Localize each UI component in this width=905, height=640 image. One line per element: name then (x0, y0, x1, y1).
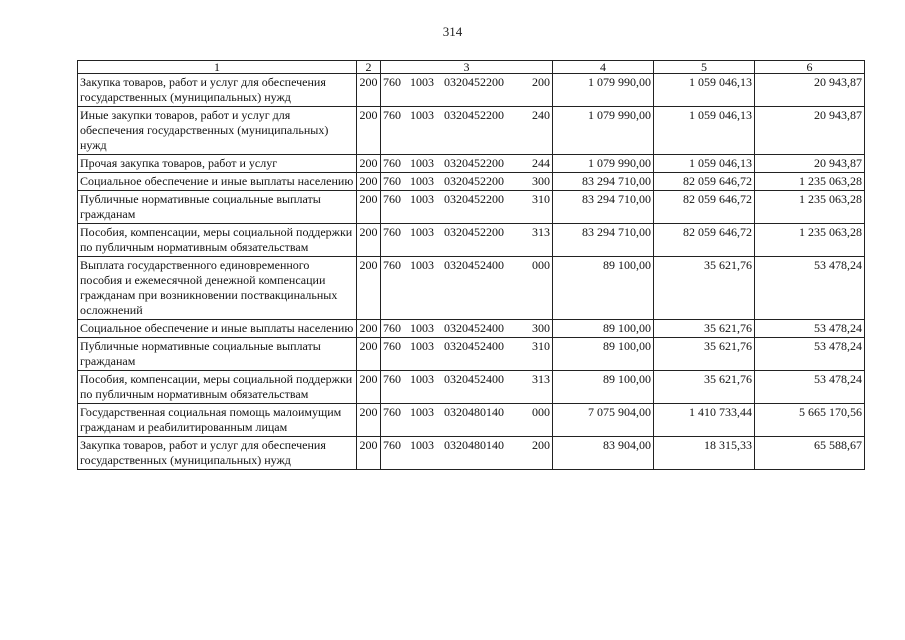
row-executed: 1 059 046,13 (654, 107, 755, 155)
row-unexecuted: 20 943,87 (755, 107, 865, 155)
row-code (381, 257, 553, 320)
row-code (381, 173, 553, 191)
row-executed: 35 621,76 (654, 371, 755, 404)
row-col2: 200 (357, 74, 381, 107)
row-approved: 1 079 990,00 (553, 155, 654, 173)
code-target: 0320452400 (444, 372, 504, 386)
row-code (381, 107, 553, 155)
row-approved: 83 904,00 (553, 437, 654, 470)
row-col2: 200 (357, 257, 381, 320)
code-section: 1003 (410, 339, 434, 353)
row-name: Государственная социальная помощь малоимущим гражданам и реабилитированным лицам (78, 404, 357, 437)
row-col2: 200 (357, 437, 381, 470)
code-section: 1003 (410, 225, 434, 239)
code-target: 0320452200 (444, 192, 504, 206)
page-number: 314 (442, 24, 463, 39)
row-code (381, 338, 553, 371)
row-approved: 1 079 990,00 (553, 107, 654, 155)
row-approved: 83 294 710,00 (553, 224, 654, 257)
row-col2: 200 (357, 320, 381, 338)
header-col-5: 5 (654, 61, 755, 74)
row-code (381, 404, 553, 437)
code-type: 300 (532, 321, 550, 335)
row-executed: 35 621,76 (654, 320, 755, 338)
row-code (381, 371, 553, 404)
code-type: 313 (532, 225, 550, 239)
row-unexecuted: 1 235 063,28 (755, 173, 865, 191)
row-approved: 83 294 710,00 (553, 191, 654, 224)
code-admin: 760 (383, 156, 401, 170)
row-unexecuted: 1 235 063,28 (755, 191, 865, 224)
row-code (381, 191, 553, 224)
row-unexecuted: 20 943,87 (755, 74, 865, 107)
row-approved: 89 100,00 (553, 371, 654, 404)
table-row (78, 371, 865, 404)
row-code (381, 224, 553, 257)
row-unexecuted: 53 478,24 (755, 338, 865, 371)
header-col-2: 2 (357, 61, 381, 74)
row-unexecuted: 53 478,24 (755, 320, 865, 338)
row-approved: 89 100,00 (553, 257, 654, 320)
row-col2: 200 (357, 338, 381, 371)
header-col-3: 3 (381, 61, 553, 74)
row-unexecuted: 65 588,67 (755, 437, 865, 470)
table-row (78, 155, 865, 173)
row-col2: 200 (357, 173, 381, 191)
code-admin: 760 (383, 321, 401, 335)
table-row (78, 107, 865, 155)
code-target: 0320452400 (444, 339, 504, 353)
code-target: 0320452400 (444, 258, 504, 272)
code-section: 1003 (410, 321, 434, 335)
row-unexecuted: 20 943,87 (755, 155, 865, 173)
code-admin: 760 (383, 225, 401, 239)
table-row (78, 320, 865, 338)
row-approved: 1 079 990,00 (553, 74, 654, 107)
code-target: 0320452400 (444, 321, 504, 335)
row-name: Закупка товаров, работ и услуг для обеспечения государственных (муниципальных) нужд (78, 74, 357, 107)
code-type: 200 (532, 438, 550, 452)
row-name: Публичные нормативные социальные выплаты гражданам (78, 338, 357, 371)
row-name: Выплата государственного единовременного пособия и ежемесячной денежной компенсации гражданам при возникновении поствакцинальных осложнений (78, 257, 357, 320)
code-admin: 760 (383, 258, 401, 272)
row-unexecuted: 5 665 170,56 (755, 404, 865, 437)
row-code (381, 74, 553, 107)
code-section: 1003 (410, 156, 434, 170)
row-col2: 200 (357, 155, 381, 173)
row-unexecuted: 53 478,24 (755, 371, 865, 404)
row-executed: 82 059 646,72 (654, 191, 755, 224)
table-row (78, 257, 865, 320)
code-target: 0320452200 (444, 174, 504, 188)
budget-table (77, 60, 865, 470)
table-row (78, 437, 865, 470)
code-section: 1003 (410, 174, 434, 188)
row-unexecuted: 1 235 063,28 (755, 224, 865, 257)
row-executed: 1 059 046,13 (654, 74, 755, 107)
row-col2: 200 (357, 107, 381, 155)
table-row (78, 338, 865, 371)
row-executed: 35 621,76 (654, 257, 755, 320)
code-type: 000 (532, 258, 550, 272)
row-name: Иные закупки товаров, работ и услуг для обеспечения государственных (муниципальных) нужд (78, 107, 357, 155)
code-admin: 760 (383, 174, 401, 188)
header-col-1: 1 (78, 61, 357, 74)
row-executed: 82 059 646,72 (654, 173, 755, 191)
row-code (381, 437, 553, 470)
code-type: 000 (532, 405, 550, 419)
row-approved: 7 075 904,00 (553, 404, 654, 437)
row-name: Публичные нормативные социальные выплаты гражданам (78, 191, 357, 224)
row-executed: 1 059 046,13 (654, 155, 755, 173)
row-name: Социальное обеспечение и иные выплаты населению (78, 173, 357, 191)
row-code (381, 155, 553, 173)
row-name: Пособия, компенсации, меры социальной поддержки по публичным нормативным обязательствам (78, 371, 357, 404)
code-admin: 760 (383, 372, 401, 386)
row-executed: 82 059 646,72 (654, 224, 755, 257)
code-type: 313 (532, 372, 550, 386)
row-name: Прочая закупка товаров, работ и услуг (78, 155, 357, 173)
table-row (78, 224, 865, 257)
code-type: 200 (532, 75, 550, 89)
code-type: 300 (532, 174, 550, 188)
code-admin: 760 (383, 75, 401, 89)
code-type: 240 (532, 108, 550, 122)
code-target: 0320452200 (444, 108, 504, 122)
row-name: Пособия, компенсации, меры социальной поддержки по публичным нормативным обязательствам (78, 224, 357, 257)
header-col-6: 6 (755, 61, 865, 74)
table-row (78, 404, 865, 437)
row-name: Закупка товаров, работ и услуг для обеспечения государственных (муниципальных) нужд (78, 437, 357, 470)
row-col2: 200 (357, 371, 381, 404)
code-section: 1003 (410, 75, 434, 89)
code-target: 0320452200 (444, 225, 504, 239)
row-approved: 89 100,00 (553, 320, 654, 338)
code-section: 1003 (410, 438, 434, 452)
code-type: 310 (532, 339, 550, 353)
header-row (78, 61, 865, 74)
code-target: 0320480140 (444, 405, 504, 419)
code-target: 0320480140 (444, 438, 504, 452)
row-executed: 35 621,76 (654, 338, 755, 371)
row-executed: 18 315,33 (654, 437, 755, 470)
code-section: 1003 (410, 372, 434, 386)
table-row (78, 191, 865, 224)
row-unexecuted: 53 478,24 (755, 257, 865, 320)
code-admin: 760 (383, 438, 401, 452)
header-col-4: 4 (553, 61, 654, 74)
row-col2: 200 (357, 191, 381, 224)
row-col2: 200 (357, 224, 381, 257)
code-admin: 760 (383, 339, 401, 353)
code-section: 1003 (410, 108, 434, 122)
code-admin: 760 (383, 405, 401, 419)
code-type: 310 (532, 192, 550, 206)
code-section: 1003 (410, 258, 434, 272)
code-admin: 760 (383, 192, 401, 206)
row-executed: 1 410 733,44 (654, 404, 755, 437)
row-name: Социальное обеспечение и иные выплаты населению (78, 320, 357, 338)
code-admin: 760 (383, 108, 401, 122)
code-type: 244 (532, 156, 550, 170)
table-row (78, 173, 865, 191)
code-target: 0320452200 (444, 75, 504, 89)
code-section: 1003 (410, 405, 434, 419)
row-code (381, 320, 553, 338)
row-approved: 89 100,00 (553, 338, 654, 371)
row-col2: 200 (357, 404, 381, 437)
code-section: 1003 (410, 192, 434, 206)
table-row (78, 74, 865, 107)
code-target: 0320452200 (444, 156, 504, 170)
row-approved: 83 294 710,00 (553, 173, 654, 191)
